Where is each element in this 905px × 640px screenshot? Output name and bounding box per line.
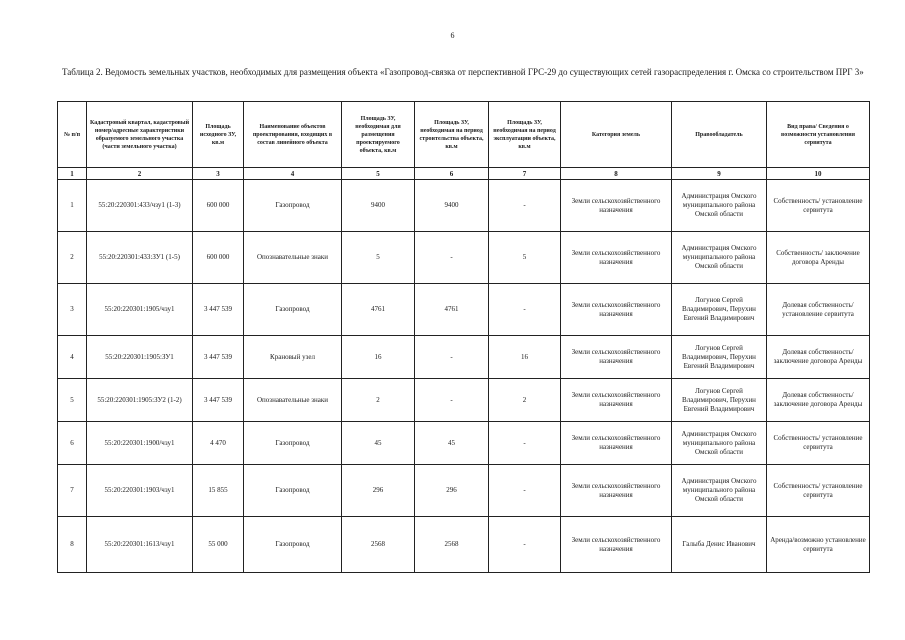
cell-area-source: 4 470: [193, 422, 244, 465]
cell-right: Собственность/ заключение договора Аренды: [767, 232, 870, 284]
column-number: 9: [672, 168, 767, 180]
cell-right: Долевая собственность/ заключение договора Аренды: [767, 379, 870, 422]
column-number: 5: [342, 168, 415, 180]
cell-cadastre: 55:20:220301:1905:ЗУ2 (1-2): [87, 379, 193, 422]
cell-right: Собственность/ установление сервитута: [767, 465, 870, 517]
header-col-1: № п/п: [58, 102, 87, 168]
cell-area-placement: 16: [342, 336, 415, 379]
table-row: [58, 284, 870, 336]
header-col-4: Наименование объектов проектирования, входящих в состав линейного объекта: [244, 102, 342, 168]
cell-area-source: 600 000: [193, 180, 244, 232]
cell-area-placement: 296: [342, 465, 415, 517]
cell-owner: Логунов Сергей Владимирович, Перухин Евгений Владимирович: [672, 284, 767, 336]
cell-category: Земли сельскохозяйственного назначения: [561, 336, 672, 379]
cell-object: Крановый узел: [244, 336, 342, 379]
column-number: 7: [489, 168, 561, 180]
cell-area-operation: -: [489, 465, 561, 517]
cell-area-operation: -: [489, 180, 561, 232]
cell-object: Газопровод: [244, 422, 342, 465]
column-number: 8: [561, 168, 672, 180]
cell-number: 8: [58, 517, 87, 573]
column-number: 10: [767, 168, 870, 180]
cell-cadastre: 55:20:220301:433:ЗУ1 (1-5): [87, 232, 193, 284]
cell-area-source: 600 000: [193, 232, 244, 284]
table-row: [58, 180, 870, 232]
cell-number: 2: [58, 232, 87, 284]
cell-object: Газопровод: [244, 180, 342, 232]
cell-category: Земли сельскохозяйственного назначения: [561, 517, 672, 573]
cell-owner: Галыба Денис Иванович: [672, 517, 767, 573]
cell-cadastre: 55:20:220301:1900/чзу1: [87, 422, 193, 465]
cell-number: 3: [58, 284, 87, 336]
table-caption: Таблица 2. Ведомость земельных участков, необходимых для размещения объекта «Газопровод-связка от перспективной ГРС-29 до существующих сетей газораспределения г. Омска со строительством ПРГ 3»: [62, 67, 864, 77]
cell-area-construction: 296: [415, 465, 489, 517]
table-row: [58, 422, 870, 465]
cell-cadastre: 55:20:220301:1905:ЗУ1: [87, 336, 193, 379]
cell-right: Аренда/возможно установление сервитута: [767, 517, 870, 573]
cell-area-source: 55 000: [193, 517, 244, 573]
cell-object: Опознавательные знаки: [244, 379, 342, 422]
column-number: 6: [415, 168, 489, 180]
cell-area-operation: 2: [489, 379, 561, 422]
table-header-row: [58, 102, 870, 168]
cell-area-construction: -: [415, 232, 489, 284]
cell-area-operation: -: [489, 517, 561, 573]
header-col-9: Правообладатель: [672, 102, 767, 168]
cell-area-placement: 2: [342, 379, 415, 422]
column-number: 1: [58, 168, 87, 180]
cell-area-source: 3 447 539: [193, 379, 244, 422]
cell-area-construction: 45: [415, 422, 489, 465]
table-row: [58, 232, 870, 284]
header-col-7: Площадь ЗУ, необходимая на период эксплуатации объекта, кв.м: [489, 102, 561, 168]
header-col-10: Вид права/ Сведения о возможности установления сервитута: [767, 102, 870, 168]
cell-number: 6: [58, 422, 87, 465]
cell-area-source: 3 447 539: [193, 336, 244, 379]
cell-cadastre: 55:20:220301:1905/чзу1: [87, 284, 193, 336]
column-number: 2: [87, 168, 193, 180]
cell-area-construction: -: [415, 336, 489, 379]
cell-category: Земли сельскохозяйственного назначения: [561, 284, 672, 336]
cell-area-operation: 5: [489, 232, 561, 284]
cell-area-construction: 4761: [415, 284, 489, 336]
cell-area-placement: 2568: [342, 517, 415, 573]
cell-number: 7: [58, 465, 87, 517]
table-row: [58, 379, 870, 422]
cell-number: 4: [58, 336, 87, 379]
cell-owner: Логунов Сергей Владимирович, Перухин Евгений Владимирович: [672, 379, 767, 422]
header-col-3: Площадь исходного ЗУ, кв.м: [193, 102, 244, 168]
land-plots-table: [57, 101, 870, 573]
cell-owner: Администрация Омского муниципального района Омской области: [672, 232, 767, 284]
cell-area-construction: 9400: [415, 180, 489, 232]
cell-area-operation: -: [489, 284, 561, 336]
cell-area-placement: 45: [342, 422, 415, 465]
cell-object: Газопровод: [244, 517, 342, 573]
cell-cadastre: 55:20:220301:433/чзу1 (1-3): [87, 180, 193, 232]
cell-right: Долевая собственность/ установление сервитута: [767, 284, 870, 336]
page-number: 6: [450, 31, 455, 40]
cell-right: Долевая собственность/ заключение договора Аренды: [767, 336, 870, 379]
cell-owner: Администрация Омского муниципального района Омской области: [672, 422, 767, 465]
cell-category: Земли сельскохозяйственного назначения: [561, 465, 672, 517]
cell-area-placement: 9400: [342, 180, 415, 232]
cell-area-source: 15 855: [193, 465, 244, 517]
cell-area-operation: 16: [489, 336, 561, 379]
cell-category: Земли сельскохозяйственного назначения: [561, 232, 672, 284]
cell-right: Собственность/ установление сервитута: [767, 180, 870, 232]
cell-area-operation: -: [489, 422, 561, 465]
cell-area-construction: -: [415, 379, 489, 422]
cell-cadastre: 55:20:220301:1903/чзу1: [87, 465, 193, 517]
cell-category: Земли сельскохозяйственного назначения: [561, 422, 672, 465]
table-row: [58, 517, 870, 573]
table-row: [58, 465, 870, 517]
cell-object: Опознавательные знаки: [244, 232, 342, 284]
cell-owner: Администрация Омского муниципального района Омской области: [672, 180, 767, 232]
column-number: 4: [244, 168, 342, 180]
cell-right: Собственность/ установление сервитута: [767, 422, 870, 465]
cell-owner: Администрация Омского муниципального района Омской области: [672, 465, 767, 517]
cell-category: Земли сельскохозяйственного назначения: [561, 180, 672, 232]
cell-area-placement: 5: [342, 232, 415, 284]
column-number-row: [58, 168, 870, 180]
cell-object: Газопровод: [244, 465, 342, 517]
cell-category: Земли сельскохозяйственного назначения: [561, 379, 672, 422]
cell-number: 5: [58, 379, 87, 422]
cell-area-construction: 2568: [415, 517, 489, 573]
header-col-6: Площадь ЗУ, необходимая на период строительства объекта, кв.м: [415, 102, 489, 168]
cell-object: Газопровод: [244, 284, 342, 336]
cell-owner: Логунов Сергей Владимирович, Перухин Евгений Владимирович: [672, 336, 767, 379]
cell-number: 1: [58, 180, 87, 232]
cell-cadastre: 55:20:220301:1613/чзу1: [87, 517, 193, 573]
cell-area-placement: 4761: [342, 284, 415, 336]
header-col-5: Площадь ЗУ, необходимая для размещения проектируемого объекта, кв.м: [342, 102, 415, 168]
header-col-2: Кадастровый квартал, кадастровый номер/адресные характеристики образуемого земельного участка (части земельного участка): [87, 102, 193, 168]
table-row: [58, 336, 870, 379]
header-col-8: Категория земель: [561, 102, 672, 168]
column-number: 3: [193, 168, 244, 180]
cell-area-source: 3 447 539: [193, 284, 244, 336]
